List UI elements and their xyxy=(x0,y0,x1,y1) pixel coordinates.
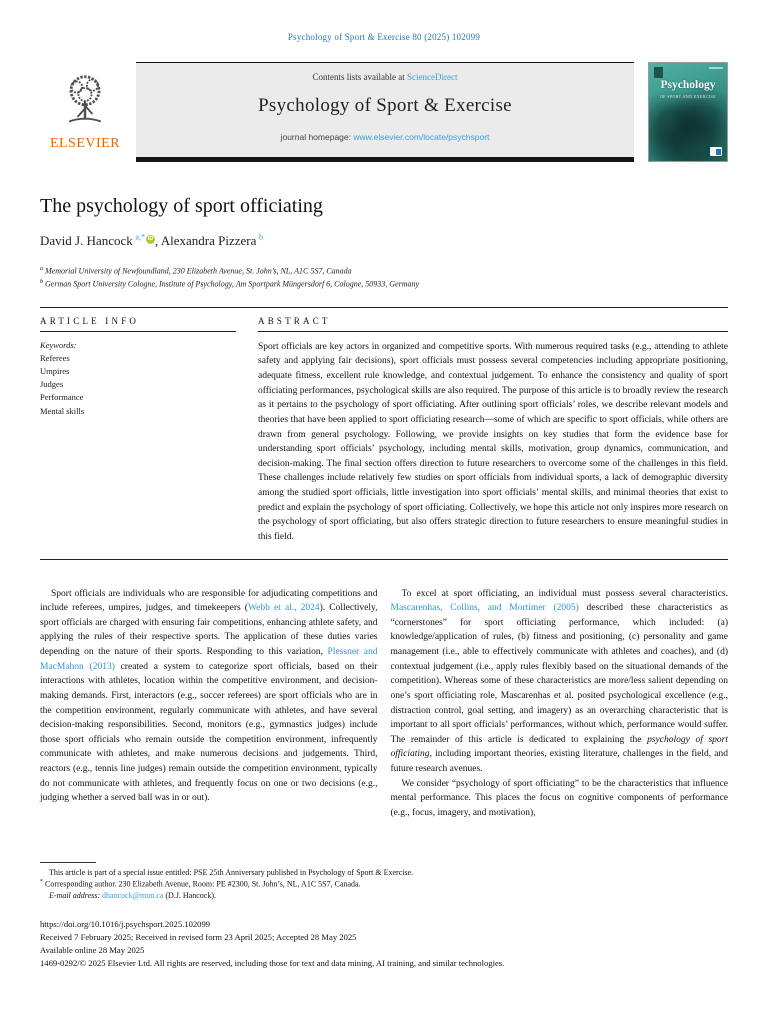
author-line xyxy=(40,233,728,249)
affiliation-a: $^a$ Memorial University of Newfoundland, 230 Elizabeth Avenue, St. John’s, NL, A1C 5S7, Canada xyxy=(40,266,352,276)
article-info-column xyxy=(40,308,236,545)
abstract-heading: ABSTRACT xyxy=(258,315,331,326)
keyword-judges: Judges xyxy=(40,379,64,390)
abstract-rule xyxy=(258,331,728,332)
email-suffix: (D.J. Hancock). xyxy=(163,890,217,900)
article-info-rule xyxy=(40,331,236,332)
doi-link[interactable]: https://doi.org/10.1016/j.psychsport.2025.102099 xyxy=(40,919,211,930)
masthead xyxy=(40,62,728,162)
body-left-column xyxy=(40,587,378,821)
email-footnote xyxy=(40,890,728,901)
email-link[interactable]: dhancock@mun.ca xyxy=(102,890,164,900)
abstract-column xyxy=(258,308,728,545)
body-paragraph: We consider “psychology of sport officiating” to be the characteristics that influence mental performance. This places the focus on cognitive components of performance (e.g., focus, imagery, and motivation), xyxy=(390,778,728,818)
author-2[interactable]: Alexandra Pizzera $^b$ xyxy=(160,233,263,249)
keyword-referees: Referees xyxy=(40,352,70,363)
asterisk-marker: * xyxy=(40,878,43,885)
available-online: Available online 28 May 2025 xyxy=(40,945,145,956)
article-info-heading: ARTICLE INFO xyxy=(40,315,140,326)
footer-block xyxy=(40,918,728,970)
cover-title: Psychology xyxy=(660,79,716,91)
contents-list-line xyxy=(146,72,624,82)
author-1-affil-sup: a,* xyxy=(135,233,145,242)
keywords-label: Keywords: xyxy=(40,339,77,350)
keyword-performance: Performance xyxy=(40,392,84,403)
homepage-line xyxy=(146,132,624,142)
elsevier-tree-icon xyxy=(56,73,114,134)
homepage-url-link[interactable]: www.elsevier.com/locate/psychsport xyxy=(353,132,490,142)
article-title: The psychology of sport officiating xyxy=(40,195,323,217)
elsevier-wordmark: ELSEVIER xyxy=(49,135,121,151)
abstract-text: Sport officials are key actors in organized and competitive sports. With numerous required tasks (e.g., attending to athlete safety and applying fair decisions), sport officials must possess several competencies including appropriate positioning, adequate fitness, excellent rule knowledge, and contextual judgement. To enhance the consistency and quality of sport officiating performances, psychological skills are also required. The purpose of this article is to broadly review the research as it pertains to the psychology of sport officiating. After outlining sport officials’ roles, we describe relevant models and theories that have been applied to sport officiating research—some of which are specific to sport officials, while others are drawn from general psychology. Following, we provide insights on key studies that form the evidence base for understanding sport officials’ psychology, including mental skills, motivation, group dynamics, communication, and decision-making. The final section offers direction to future researchers to overcome some of the challenges in this field. These challenges include relatively few studies on sport officials from individual sports, a lack of demographic diversity among the studied sport officials, little investigation into sport officials’ mental skills, and minimal theories that exist to predict and explain the psychology of sport officiating. Collectively, we hope this article not only inspires more research on the psychology of sport officiating, but also offers strategic direction to future researchers to ensure meaningful studies in this field. xyxy=(258,341,728,542)
special-issue-footnote: This article is part of a special issue entitled: PSE 25th Anniversary published in Psychology of Sport & Exercise. xyxy=(49,867,414,877)
cover-issue-line xyxy=(709,67,723,69)
keyword-mental-skills: Mental skills xyxy=(40,405,85,416)
author-2-affil-sup: b xyxy=(259,233,263,242)
body-paragraph: Sport officials are individuals who are responsible for adjudicating competitions and include referees, umpires, judges, and timekeepers (Webb et al., 2024). Collectively, sport officials are charged with ensuring fair competitions, enhancing athlete safety, and applying the rules of their respective sports. The application of these duties varies depending on the nature of their sports. Responding to this variation, Plessner and MacMahon (2013) created a system to categorize sport officials, based on their interactions with athletes, location within the competitive environment, and decision-making demands. First, interactors (e.g., soccer referees) are sport officials who are in the competition environment, regularly communicate with athletes, and have several decision-making responsibilities. Second, monitors (e.g., gymnastics judges) include those sport officials who remain outside the competition environment, infrequently communicate with athletes, and make numerous decisions and judgements. Third, reactors (e.g., tennis line judges) remain outside the competition environment, typically do not communicate with athletes, and frequently focus on one or two decisions (e.g., judging whether a served ball was in or out). xyxy=(40,588,378,804)
journal-cover-thumbnail[interactable] xyxy=(648,62,728,162)
contents-prefix: Contents lists available at xyxy=(312,72,407,82)
author-separator: , xyxy=(154,233,161,249)
keyword-umpires: Umpires xyxy=(40,366,70,376)
homepage-label: journal homepage: xyxy=(280,132,354,142)
body-paragraph: To excel at sport officiating, an individual must possess several characteristics. Mascarenhas, Collins, and Mortimer (2005) described these characteristics as “cornerstones” for sport officiating performance, which included: (a) knowledge/application of rules, (b) fitness and positioning, (c) personality and game management (i.e., able to effectively communicate with athletes and coaches), and (d) contextual judgement (i.e., apply rules flexibly based on the situational demands of the competition). Whereas some of these characteristics are more/less salient depending on one’s sport officiating role, Mascarenhas et al. posited psychological excellence (e.g., distraction control, goal setting, and imagery) as an overarching characteristic that is important to all sport officials’ performances, without which, performance would suffer. The remainder of this article is dedicated to explaining the psychology of sport officiating, including important theories, existing literature, challenges in the field, and future research avenues. xyxy=(390,588,728,775)
email-label: E-mail address: xyxy=(49,890,103,900)
journal-citation-header[interactable]: Psychology of Sport & Exercise 80 (2025) 102099 xyxy=(287,32,481,42)
citation-link[interactable]: Webb et al., 2024 xyxy=(247,603,320,614)
sciencedirect-link[interactable]: ScienceDirect xyxy=(407,72,458,82)
copyright-line: 1469-0292/© 2025 Elsevier Ltd. All rights are reserved, including those for text and data mining, AI training, and similar technologies. xyxy=(40,957,505,968)
info-abstract-section xyxy=(40,307,728,560)
orcid-icon[interactable]: iD xyxy=(147,236,154,242)
footnote-divider xyxy=(40,862,96,863)
body-right-column xyxy=(391,587,729,821)
affiliations xyxy=(40,265,728,290)
body-columns xyxy=(40,587,728,821)
masthead-center xyxy=(136,62,634,162)
corresponding-author-footnote: * Corresponding author. 230 Elizabeth Avenue, Room: PE #2300, St. John’s, NL, A1C 5S7, Canada. xyxy=(40,878,361,889)
cover-subtitle: OF SPORT AND EXERCISE xyxy=(659,94,717,99)
citation-link[interactable]: Mascarenhas, Collins, and Mortimer (2005) xyxy=(390,603,579,614)
elsevier-logo[interactable] xyxy=(40,62,136,162)
received-dates: Received 7 February 2025; Received in revised form 23 April 2025; Accepted 28 May 2025 xyxy=(40,932,357,943)
cover-emblem xyxy=(654,67,663,78)
journal-title: Psychology of Sport & Exercise xyxy=(258,95,512,116)
author-1[interactable]: David J. Hancock $^{a,*}$ xyxy=(40,233,145,249)
affiliation-b: $^b$ German Sport University Cologne, Institute of Psychology, Am Sportpark Müngersdorf 6, Cologne, 50933, Germany xyxy=(40,278,420,289)
cover-publisher-logo xyxy=(710,147,722,156)
citation-link[interactable]: Plessner and MacMahon (2013) xyxy=(40,647,378,672)
